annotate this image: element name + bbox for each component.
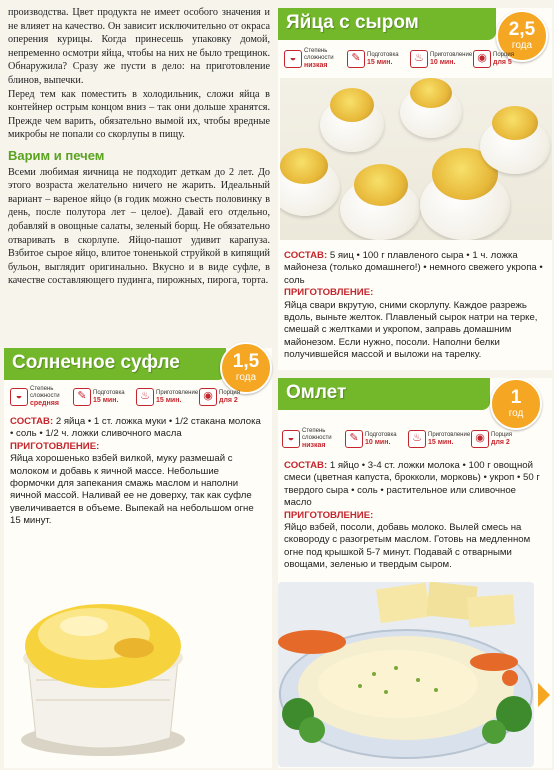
portion-icon: ◉ <box>473 50 491 68</box>
meta-portion: ◉ Порция для 2 <box>471 428 531 449</box>
recipe-meta <box>282 428 531 449</box>
age-badge-value: 1,5 <box>232 351 260 372</box>
meta-portion: ◉ Порция для 2 <box>199 386 259 407</box>
age-badge-value: 2,5 <box>508 19 536 40</box>
recipe-header <box>278 378 490 410</box>
recipe-meta <box>284 48 533 69</box>
difficulty-icon: ◒ <box>282 430 300 448</box>
stuffed-eggs-image <box>280 78 552 240</box>
cooking-icon: ♨ <box>410 50 428 68</box>
cooking-icon: ♨ <box>408 430 426 448</box>
age-badge-value: 1 <box>510 387 522 408</box>
intro-paragraph-1: производства. Цвет продукта не имеет особого значения и не влияет на качество. Он зависит исключительно от окраса оперения курицы. Когда принесешь упаковку домой, непременно осмотри яйца, чтобы на них не было трещинок. Обнаружила? Сразу же пусти в дело: на приготовление блинов, выпечки. <box>8 7 270 86</box>
cooking-icon: ♨ <box>136 388 154 406</box>
composition <box>284 460 546 510</box>
omelet-image <box>278 582 534 767</box>
meta-cooking: ♨ Приготовление 10 мин. <box>410 48 470 69</box>
prep-label: ПРИГОТОВЛЕНИЕ: <box>10 440 100 452</box>
meta-portion: ◉ Порция для 5 <box>473 48 533 69</box>
meta-prep: ✎ Подготовка 10 мин. <box>345 428 405 449</box>
recipe-header <box>278 8 496 40</box>
recipe-title: Солнечное суфле <box>12 352 180 373</box>
prep-text: Яйца хорошенько взбей вилкой, муку размешай с молоком и добавь к яичной массе. Небольшие формочки для запекания смажь маслом и наполни яичной массой. Наливай ее не доверху, так как суфле увеличивается в объеме. Выпекай на небольшом огне 15 минут. <box>10 453 254 527</box>
intro-paragraph-3: Всеми любимая яичница не подходит деткам до 2 лет. До этого возраста желательно ничего не жарить. Идеальный вариант – вареное яйцо (в годик можно съесть половинку в день, после полутора лет – целое). Давай его отдельно, добавляй в овощные салаты, зеленый борщ. Не обязательно отваривать в скорлупе. Яйцо-пашот удивит карапуза. Взбитое сырое яйцо, влитое тоненькой струйкой в кипящий бульон, выглядит оригинально. Вкусно и в виде суфле, в качестве составляющего пудинга, пирожных, пирога, торта. <box>8 166 270 287</box>
prep-text: Яйца свари вкрутую, сними скорлупу. Каждое разрежь вдоль, выньте желток. Плавленый сырок натри на терке, смешай с желтками и укропом, заправь домашним майонезом. Если нужно, посоли. Наполни белки получившейся массой и выложи на тарелку. <box>284 299 538 361</box>
composition-label: СОСТАВ: <box>10 416 54 427</box>
difficulty-icon: ◒ <box>284 50 302 68</box>
prep-label: ПРИГОТОВЛЕНИЕ: <box>284 287 374 299</box>
meta-prep: ✎ Подготовка 15 мин. <box>347 48 407 69</box>
recipe-title: Омлет <box>286 382 347 403</box>
composition-text: 5 яиц • 100 г плавленого сыра • 1 ч. ложка майонеза (только домашнего!) • немного свежего укропа • соль <box>284 250 543 286</box>
portion-icon: ◉ <box>471 430 489 448</box>
composition <box>10 416 266 441</box>
recipe-meta <box>10 386 259 407</box>
composition-text: 2 яйца • 1 ст. ложка муки • 1/2 стакана молока • соль • 1/2 ч. ложки сливочного масла <box>10 416 261 440</box>
composition <box>284 250 546 287</box>
intro-paragraph-2: Перед тем как поместить в холодильник, сложи яйца в контейнер острым концом вниз – так они дольше хранятся. Прежде чем варить, обязательно вымой их, чтобы вредные микробы не попали со скорлупы в пищу. <box>8 88 270 141</box>
meta-difficulty: ◒ Степень сложности низкая <box>282 428 342 449</box>
age-badge <box>490 378 542 430</box>
souffle-image <box>14 590 192 760</box>
composition-label: СОСТАВ: <box>284 250 328 261</box>
recipe-title: Яйца с сыром <box>286 12 419 33</box>
prep-icon: ✎ <box>73 388 91 406</box>
portion-icon: ◉ <box>199 388 217 406</box>
composition-text: 1 яйцо • 3-4 ст. ложки молока • 100 г овощной смеси (цветная капуста, брокколи, морковь) • укроп • 50 г твердого сыра • соль • растительное или сливочное масло <box>284 460 540 509</box>
meta-difficulty: ◒ Степень сложности средняя <box>10 386 70 407</box>
meta-cooking: ♨ Приготовление 15 мин. <box>408 428 468 449</box>
composition-label: СОСТАВ: <box>284 460 328 471</box>
meta-difficulty: ◒ Степень сложности низкая <box>284 48 344 69</box>
meta-cooking: ♨ Приготовление 15 мин. <box>136 386 196 407</box>
recipe-text <box>284 250 546 362</box>
prep-text: Яйцо взбей, посоли, добавь молоко. Вылей смесь на сковороду с разогретым маслом. Готовь на медленном огне под крышкой 5-7 минут. Подавай с отварными овощами, зеленью и твердым сыром. <box>284 522 531 571</box>
recipe-text <box>10 416 266 528</box>
recipe-text <box>284 460 546 572</box>
difficulty-icon: ◒ <box>10 388 28 406</box>
age-badge-unit: года <box>235 372 257 383</box>
intro-article <box>8 6 270 288</box>
prep-label: ПРИГОТОВЛЕНИЕ: <box>284 509 374 521</box>
prep-icon: ✎ <box>345 430 363 448</box>
prep-icon: ✎ <box>347 50 365 68</box>
section-heading: Варим и печем <box>8 147 105 163</box>
next-page-arrow-icon <box>538 683 550 707</box>
age-badge-unit: год <box>508 408 524 419</box>
meta-prep: ✎ Подготовка 15 мин. <box>73 386 133 407</box>
age-badge-unit: года <box>511 40 533 51</box>
recipe-header <box>4 348 226 380</box>
